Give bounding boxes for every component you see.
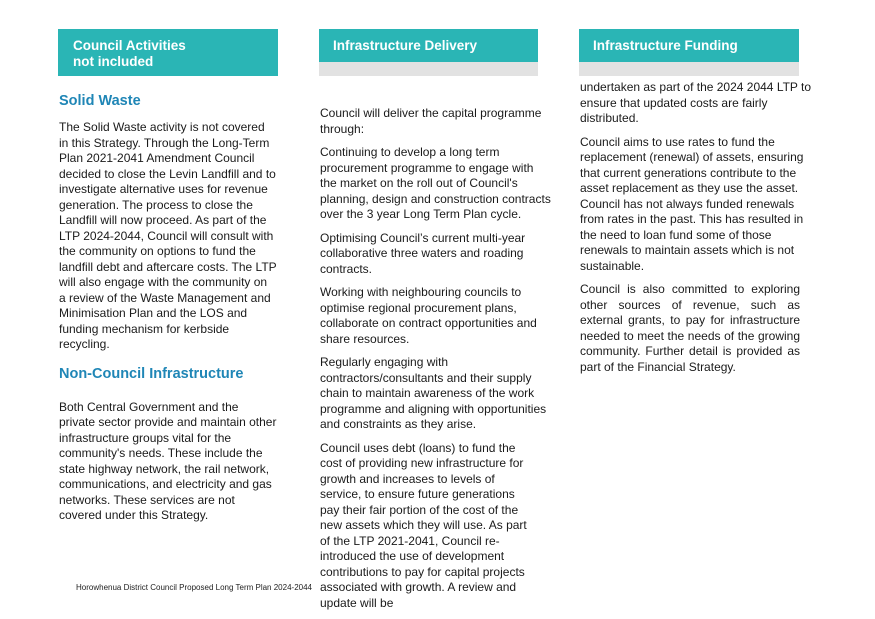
delivery-point-neighbours: Working with neighbouring councils to optimise regional procurement plans, collaborate on contract opportunities and share resources. bbox=[320, 285, 537, 346]
column-infrastructure-funding bbox=[580, 80, 816, 383]
banner-line-2: not included bbox=[73, 54, 154, 69]
column-council-activities bbox=[59, 92, 277, 532]
delivery-point-engagement: Regularly engaging with contractors/consultants and their supply chain to maintain awareness of the work programme and aligning with opportunities and constraints as they arise. bbox=[320, 355, 547, 431]
funding-continued-paragraph: undertaken as part of the 2024 2044 LTP to ensure that updated costs are fairly distributed. bbox=[580, 80, 812, 125]
non-council-infrastructure-body: Both Central Government and the private sector provide and maintain other infrastructure groups vital for the community's needs. These include the state highway network, the rail network, communications, and electricity and gas networks. These services are not covered under this Strategy. bbox=[59, 399, 277, 522]
column-infrastructure-delivery bbox=[320, 106, 552, 619]
solid-waste-body: The Solid Waste activity is not covered in this Strategy. Through the Long-Term Plan 2021-2041 Amendment Council decided to close the Levin Landfill and to investigate alternative uses for revenue generation. The process to close the Landfill will now proceed. As part of the LTP 2024-2044, Council will consult with the community on options to fund the landfill debt and aftercare costs. The LTP will also engage with the community on a review of the Waste Management and Minimisation Plan and the LOS and funding mechanism for kerbside recycling. bbox=[59, 120, 277, 351]
solid-waste-heading: Solid Waste bbox=[59, 93, 141, 109]
delivery-point-contracts: Optimising Council’s current multi-year collaborative three waters and roading contracts. bbox=[320, 230, 526, 276]
non-council-infrastructure-heading: Non-Council Infrastructure bbox=[59, 365, 244, 382]
banner-line-1: Council Activities bbox=[73, 38, 186, 53]
banner-title: Infrastructure Funding bbox=[593, 38, 738, 53]
delivery-point-procurement: Continuing to develop a long term procurement programme to engage with the market on the roll out of Council's planning, design and construction contracts over the 3 year Long Term Plan cycle. bbox=[320, 145, 551, 221]
funding-other-sources-paragraph: Council is also committed to exploring other sources of revenue, such as external grants, to pay for infrastructure needed to meet the needs of the growing community. Further detail is provided as part of the Financial Strategy. bbox=[580, 282, 800, 374]
delivery-debt-paragraph: Council uses debt (loans) to fund the cost of providing new infrastructure for growth and increases to levels of service, to ensure future generations pay their fair portion of the cost of the new assets which they will use. As part of the LTP 2021-2041, Council re-introduced the use of development contributions to pay for capital projects associated with growth. A review and update will be bbox=[320, 440, 527, 610]
banner-title: Infrastructure Delivery bbox=[333, 38, 478, 53]
banner-underline bbox=[579, 62, 799, 76]
banner-underline bbox=[319, 62, 538, 76]
delivery-intro: Council will deliver the capital programme through: bbox=[320, 106, 542, 136]
council-activities-banner bbox=[58, 29, 278, 76]
page-footer: Horowhenua District Council Proposed Long Term Plan 2024-2044 bbox=[76, 583, 312, 592]
infrastructure-delivery-banner bbox=[319, 29, 538, 62]
infrastructure-funding-banner bbox=[579, 29, 799, 62]
funding-rates-paragraph: Council aims to use rates to fund the replacement (renewal) of assets, ensuring that current generations contribute to the asset replacement as they use the asset. Council has not always funded renewals from rates in the past. This has resulted in the need to loan fund some of those renewals to maintain assets which is not sustainable. bbox=[580, 134, 804, 273]
